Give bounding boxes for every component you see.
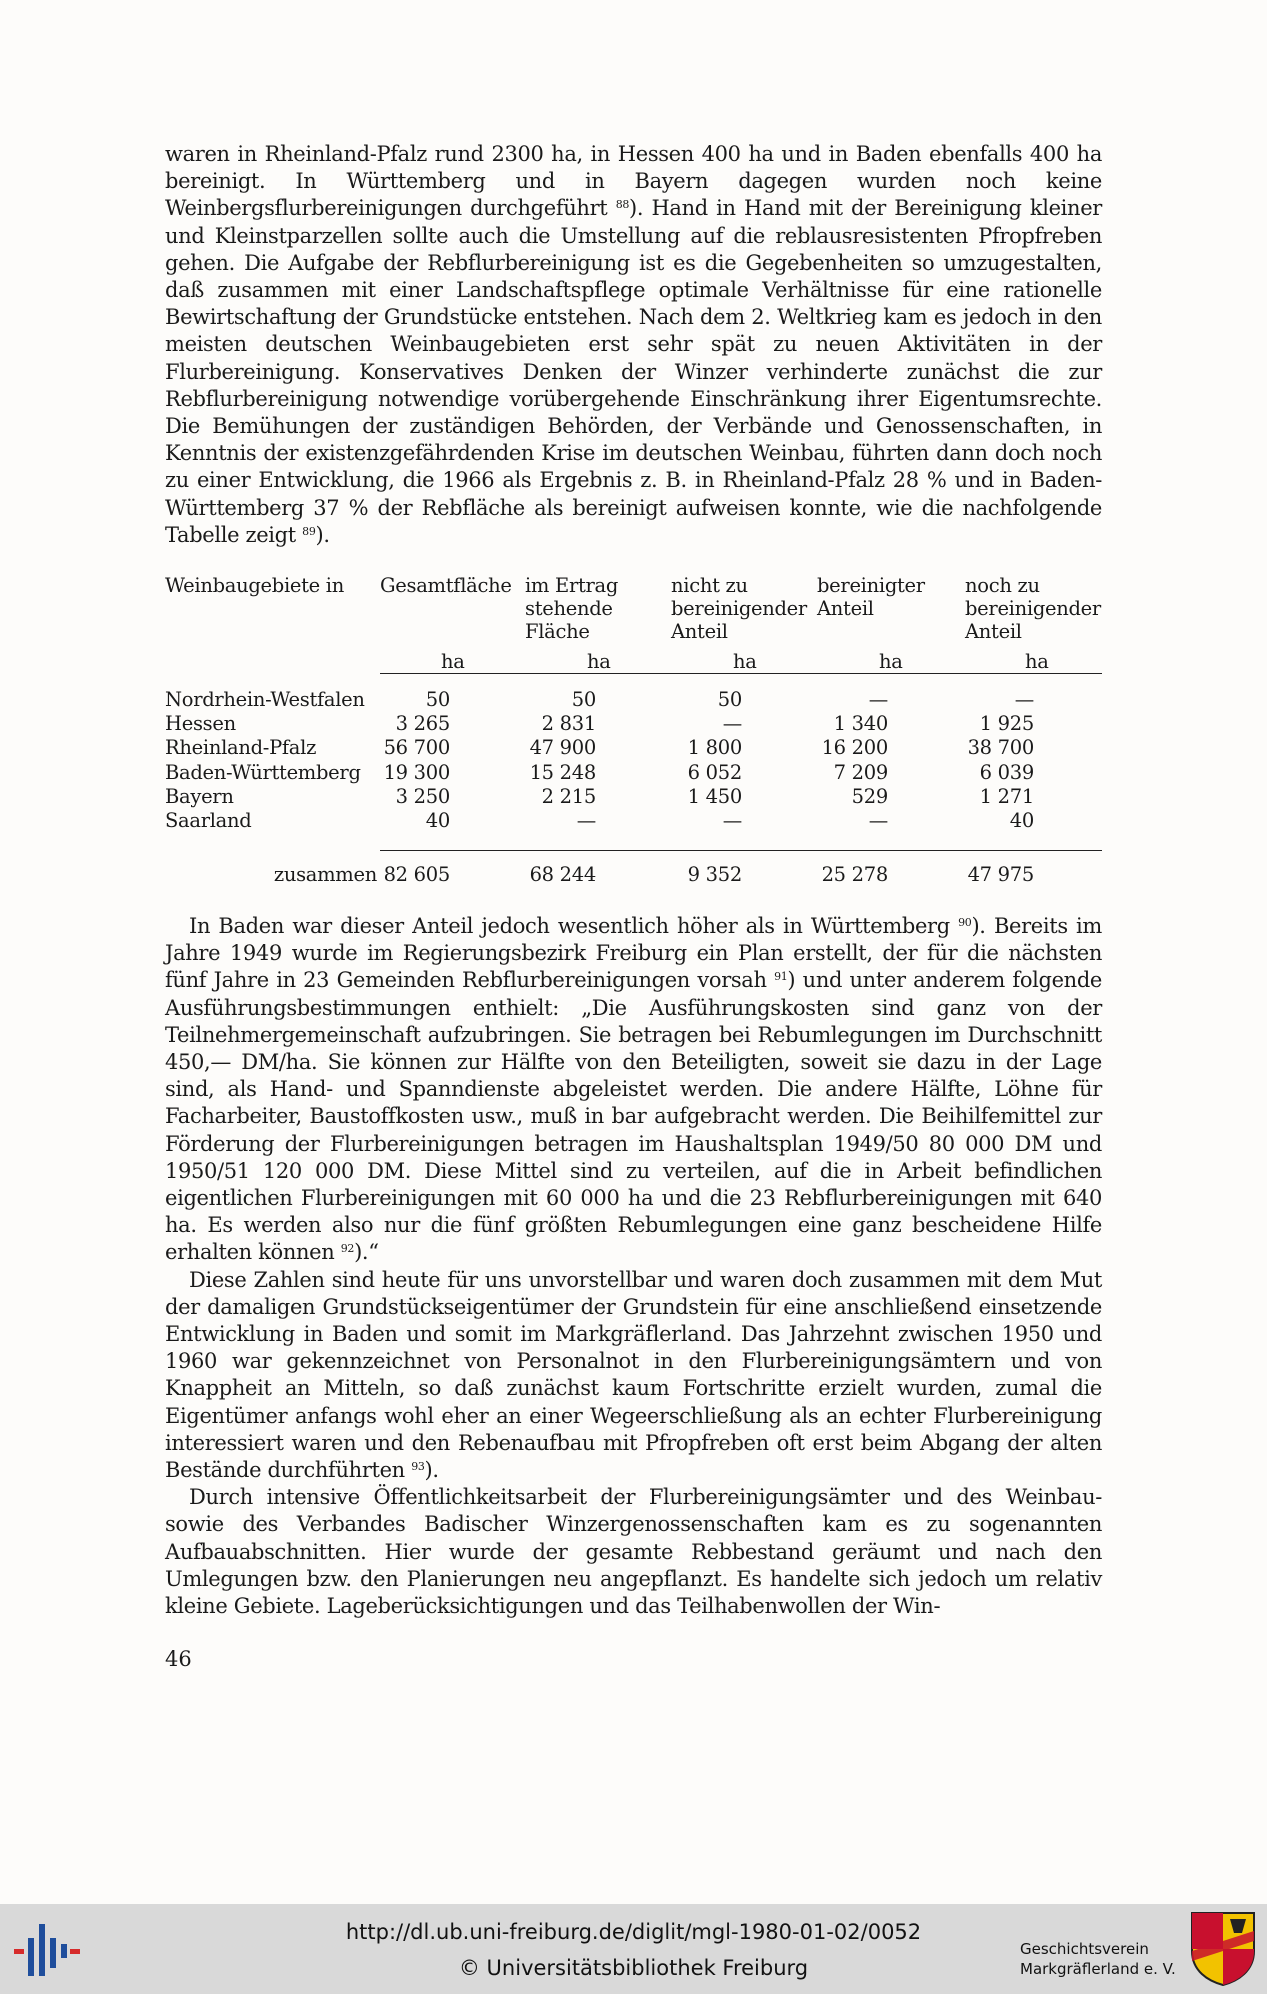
table-row xyxy=(165,761,1102,785)
cell-value: 50 xyxy=(425,688,450,711)
document-url-link[interactable]: http://dl.ub.uni-freiburg.de/diglit/mgl-1980-01-02/0052 xyxy=(345,1920,922,1944)
coat-of-arms-icon xyxy=(1190,1911,1256,1987)
header-line: bereinigender xyxy=(671,597,807,620)
header-line: im Ertrag xyxy=(525,574,619,597)
cell-value: 1 800 xyxy=(687,736,742,760)
cell-value: — xyxy=(1014,688,1034,711)
cell-value: 1 340 xyxy=(833,712,888,736)
cell-value: 40 xyxy=(425,808,450,832)
footnote-ref: 93 xyxy=(411,1460,425,1474)
cell-value: 38 700 xyxy=(967,736,1034,760)
unit-label: ha xyxy=(879,650,903,673)
cell-value: 15 248 xyxy=(529,760,596,784)
table-sum-row xyxy=(165,863,1102,887)
unit-label: ha xyxy=(733,650,757,673)
header-region: Weinbaugebiete in xyxy=(165,574,345,597)
footnote-ref: 88 xyxy=(615,198,629,212)
footnote-ref: 90 xyxy=(958,916,972,929)
paragraph-text: ). Bereits im Jahre 1949 wurde im Regierungsbezirk Freiburg ein Plan erstellt, der für die nächsten fünf Jahre in 23 Gemeinden Rebflurbereinigungen vorsah xyxy=(165,914,1102,993)
cell-value: 529 xyxy=(851,784,888,808)
paragraph-text: Diese Zahlen sind heute für uns unvorstellbar und waren doch zusammen mit dem Mut der damaligen Grundstückseigentümer der Grundstein für eine anschließend einsetzende Entwicklung in Baden und somit im Markgräflerland. Das Jahrzehnt zwischen 1950 und 1960 war gekennzeichnet von Personalnot in den Flurbereinigungsämtern und von Knappheit an Mitteln, so daß zunächst kaum Fortschritte erzielt wurden, zumal die Eigentümer anfangs wohl eher an einer Wegeerschließung als an echter Flurbereinigung interessiert waren und den Rebenaufbau mit Pfropfreben oft erst beim Abgang der alten Bestände durchführten xyxy=(165,1267,1102,1483)
paragraph-text: ) und unter anderem folgende Ausführungsbestimmungen enthielt: „Die Ausführungskosten sind ganz von der Teilnehmergemeinschaft aufzubringen. Sie betragen bei Rebumlegungen im Durchschnitt 450,— DM/ha. Sie können zur Hälfte von den Beteiligten, soweit sie dazu in der Lage sind, als Hand- und Spanndienste abgeleistet werden. Die andere Hälfte, Löhne für Facharbeiter, Baustoffkosten usw., muß in bar aufgebracht werden. Die Beihilfemittel zur Förderung der Flurbereinigungen betragen im Haushaltsplan 1949/50 80 000 DM und 1950/51 120 000 DM. Diese Mittel sind zu verteilen, auf die in Arbeit befindlichen eigentlichen Flurbereinigungen mit 60 000 ha und die 23 Rebflurbereinigungen mit 640 ha. Es werden also nur die fünf größten Rebumlegungen eine ganz bescheidene Hilfe erhalten können xyxy=(165,968,1102,1265)
cell-value: 19 300 xyxy=(383,760,450,784)
header-line: Anteil xyxy=(671,620,728,643)
cell-value: 47 975 xyxy=(967,863,1034,886)
cell-value: 3 250 xyxy=(395,784,450,808)
cell-region: Baden-Württemberg xyxy=(165,760,361,784)
vineyard-table xyxy=(165,574,1102,886)
paragraph-text: waren in Rheinland-Pfalz rund 2300 ha, in Hessen 400 ha und in Baden ebenfalls 400 ha bereinigt. In Württemberg und in Bayern dagegen wurden noch keine Weinbergsflurbereinigungen durchgeführt xyxy=(165,142,1102,221)
copyright-notice: © Universitätsbibliothek Freiburg xyxy=(458,1956,809,1980)
paragraph xyxy=(165,141,1102,549)
header-consolidated xyxy=(817,574,925,620)
paragraph: Durch intensive Öffentlichkeitsarbeit der Flurbereinigungsämter und des Weinbau- sowie des Verbandes Badischer Winzergenossenschaften kam es zu sogenannten Aufbauabschnitten. Hier wurde der gesamte Rebbestand geräumt und nach den Umlegungen bzw. den Planierungen neu angepflanzt. Es handelte sich jedoch um relativ kleine Gebiete. Lageberücksichtigungen und das Teilhabenwollen der Win- xyxy=(165,1485,1102,1619)
table-row xyxy=(165,712,1102,736)
cell-value: 6 039 xyxy=(979,760,1034,784)
cell-value: 1 450 xyxy=(687,784,742,808)
cell-value: 68 244 xyxy=(529,863,596,886)
cell-value: 1 271 xyxy=(979,784,1034,808)
cell-value: 47 900 xyxy=(529,736,596,760)
cell-value: 56 700 xyxy=(383,736,450,760)
header-not-consolidated xyxy=(671,574,807,643)
paragraph-text: ). Hand in Hand mit der Bereinigung kleiner und Kleinstparzellen sollte auch die Umstellung auf die reblausresistenten Pfropfreben gehen. Die Aufgabe der Rebflurbereinigung ist es die Gegebenheiten so umzugestalten, daß zusammen mit einer Landschaftspflege optimale Verhältnisse für eine rationelle Bewirtschaftung der Grundstücke entstehen. Nach dem 2. Weltkrieg kam es jedoch in den meisten deutschen Weinbaugebieten erst sehr spät zu neuen Aktivitäten in der Flurbereinigung. Konservatives Denken der Winzer verhinderte zunächst die zur Rebflurbereinigung notwendige vorübergehende Einschränkung ihrer Eigentumsrechte. Die Bemühungen der zuständigen Behörden, der Verbände und Genossenschaften, in Kenntnis der existenzgefährdenden Krise im deutschen Weinbau, führten dann doch noch zu einer Entwicklung, die 1966 als Ergebnis z. B. in Rheinland-Pfalz 28 % und in Baden-Württemberg 37 % der Rebfläche als bereinigt aufweisen konnte, wie die nachfolgende Tabelle zeigt xyxy=(165,196,1102,547)
header-line: Anteil xyxy=(965,620,1022,643)
footnote-ref: 92 xyxy=(340,1242,355,1256)
cell-value: 50 xyxy=(571,688,596,711)
cell-value: 6 052 xyxy=(687,760,742,784)
society-name xyxy=(1020,1939,1176,1979)
cell-value: 2 215 xyxy=(541,784,596,808)
cell-value: 25 278 xyxy=(821,863,888,886)
footnote-ref: 89 xyxy=(302,524,316,538)
paragraph-text: In Baden war dieser Anteil jedoch wesentlich höher als in Württemberg xyxy=(189,914,950,938)
table-row xyxy=(165,809,1102,833)
header-line: noch zu xyxy=(965,574,1040,597)
cell-value: 82 605 xyxy=(383,863,450,886)
society-line: Markgräflerland e. V. xyxy=(1020,1960,1176,1978)
cell-value: 2 831 xyxy=(541,712,596,736)
cell-value: 16 200 xyxy=(821,736,888,760)
text-block-top xyxy=(165,141,1102,549)
cell-value: 3 265 xyxy=(395,712,450,736)
header-line: bereinigender xyxy=(965,597,1101,620)
cell-region: Hessen xyxy=(165,712,236,736)
paragraph-text: ). xyxy=(424,1458,439,1483)
cell-value: — xyxy=(722,712,742,736)
table-row xyxy=(165,688,1102,712)
cell-region: Saarland xyxy=(165,808,252,832)
footer-bar xyxy=(0,1904,1267,1994)
header-line: Fläche xyxy=(525,620,590,643)
cell-value: — xyxy=(868,808,888,832)
unit-label: ha xyxy=(441,650,465,673)
cell-value: 7 209 xyxy=(833,760,888,784)
header-line: Anteil xyxy=(817,597,874,620)
unit-label: ha xyxy=(587,650,611,673)
table-row xyxy=(165,736,1102,760)
unit-label: ha xyxy=(1025,650,1049,673)
footnote-ref: 91 xyxy=(774,970,788,984)
cell-value: 50 xyxy=(717,688,742,711)
cell-value: — xyxy=(576,808,596,832)
table-header xyxy=(165,574,1102,674)
paragraph-text: ). xyxy=(315,522,330,547)
cell-value: 1 925 xyxy=(979,712,1034,736)
society-line: Geschichtsverein xyxy=(1020,1940,1149,1958)
text-block-bottom xyxy=(165,913,1102,1620)
cell-value: 40 xyxy=(1009,808,1034,832)
table-body xyxy=(165,688,1102,833)
header-line: nicht zu xyxy=(671,574,748,597)
cell-region: Bayern xyxy=(165,784,234,808)
cell-value: — xyxy=(722,808,742,832)
paragraph xyxy=(165,1267,1102,1485)
header-line: bereinigter xyxy=(817,574,925,597)
table-rule xyxy=(380,850,1102,851)
paragraph xyxy=(165,913,1102,1267)
header-line: stehende xyxy=(525,597,613,620)
paragraph-text: ).“ xyxy=(354,1240,379,1265)
cell-region: Nordrhein-Westfalen xyxy=(165,688,365,711)
header-yield xyxy=(525,574,618,643)
table-row xyxy=(165,785,1102,809)
header-to-consolidate xyxy=(965,574,1101,643)
cell-value: 9 352 xyxy=(687,863,742,886)
table-rule xyxy=(380,673,1102,674)
header-total: Gesamtfläche xyxy=(380,574,512,597)
sum-label: zusammen xyxy=(273,863,377,886)
page-number: 46 xyxy=(165,1647,192,1671)
cell-value: — xyxy=(868,688,888,711)
cell-region: Rheinland-Pfalz xyxy=(165,736,317,760)
